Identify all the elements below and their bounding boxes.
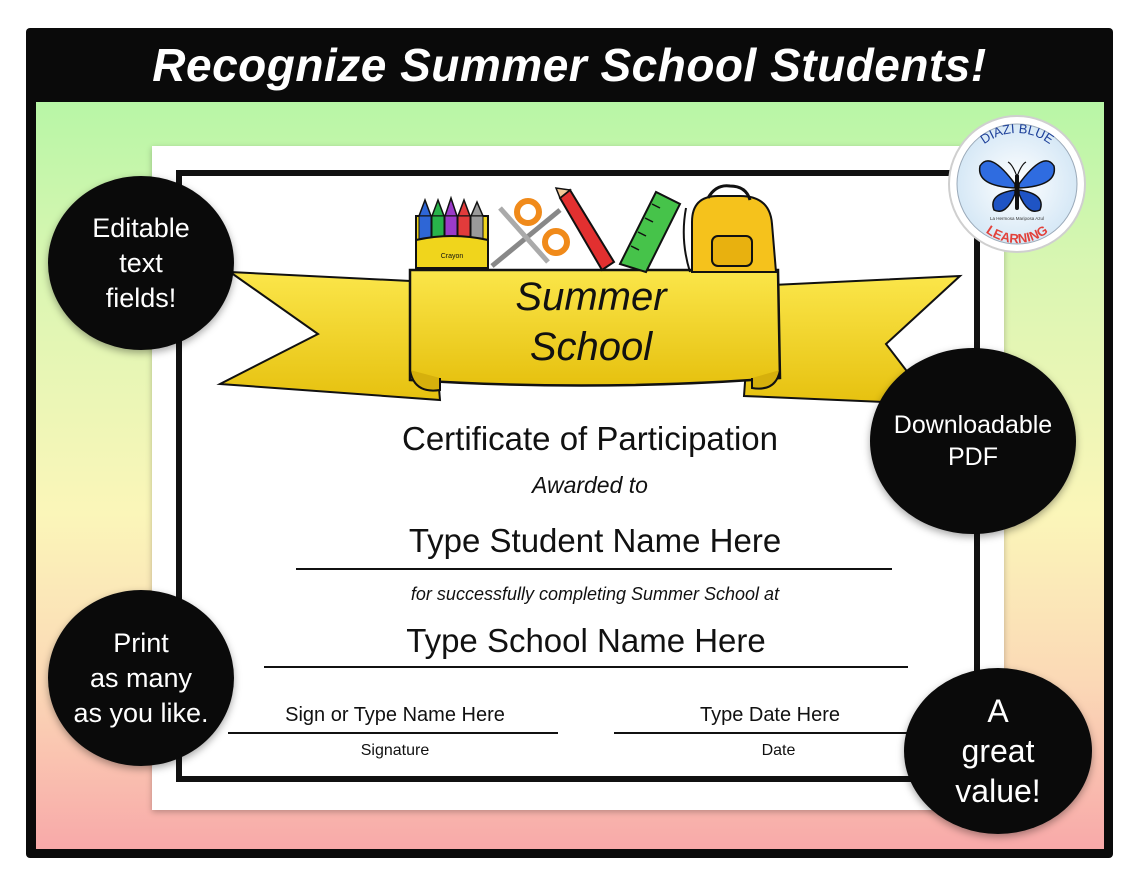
pencil-icon (556, 188, 614, 270)
backpack-icon (684, 186, 776, 272)
logo-bottom-text: LEARNING (983, 222, 1051, 247)
crayon-box-icon (416, 198, 488, 268)
ruler-icon (620, 192, 680, 272)
diazi-blue-logo (942, 114, 1092, 254)
signature-line (228, 732, 558, 734)
date-line (614, 732, 914, 734)
callout-print (48, 590, 234, 766)
callout-downloadable (870, 348, 1076, 534)
awarded-to-text: Awarded to (532, 472, 648, 498)
callout-editable-text: Editable text fields! (92, 212, 190, 313)
signature-label: Signature (360, 742, 430, 759)
svg-text:Crayon: Crayon (440, 253, 464, 260)
date-field[interactable]: Type Date Here (699, 704, 841, 726)
ribbon-line-2: School (529, 325, 653, 369)
ribbon-line-1: Summer (515, 275, 667, 319)
logo-top-text: DIAZI BLUE (977, 120, 1057, 147)
certificate-title: Certificate of Participation (401, 420, 778, 457)
scissors-icon (492, 201, 567, 266)
student-name-line (296, 568, 892, 570)
page-title: Recognize Summer School Students! (152, 39, 987, 91)
completing-text: for successfully completing Summer School at (410, 584, 780, 604)
logo-tagline: La Hermosa Mariposa Azul (989, 216, 1045, 221)
ribbon-title (470, 272, 712, 372)
callout-editable (48, 176, 234, 350)
callout-value (904, 668, 1092, 834)
school-name-field[interactable]: Type School Name Here (406, 622, 766, 659)
school-name-line (264, 666, 908, 668)
date-label: Date (761, 742, 796, 759)
student-name-field[interactable]: Type Student Name Here (408, 522, 782, 559)
signature-field[interactable]: Sign or Type Name Here (285, 704, 505, 726)
callout-print-text: Print as many as you like. (73, 627, 209, 728)
callout-downloadable-text: Downloadable PDF (893, 411, 1053, 471)
ribbon-left-tail (220, 272, 440, 400)
callout-value-text: A great value! (955, 693, 1041, 809)
